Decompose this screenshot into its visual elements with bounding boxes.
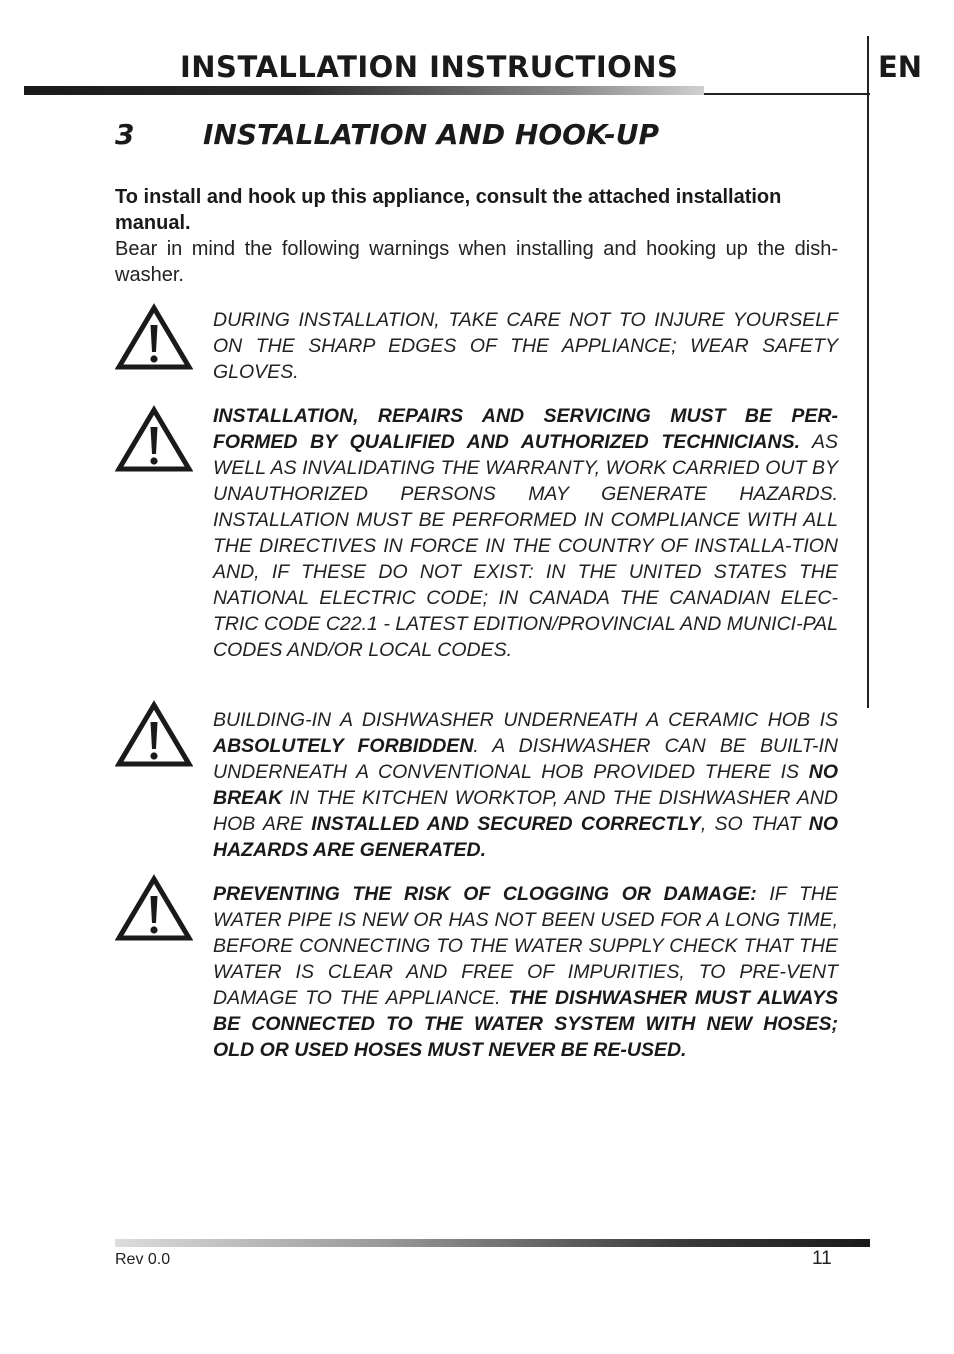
intro-text: Bear in mind the following warnings when installing and hooking up the dish-washer. (115, 238, 838, 286)
warning-segment: . A DISHWASHER CAN BE BUILT-IN UNDERNEATH A CONVENTIONAL HOB PROVIDED THERE IS (213, 735, 839, 783)
warning-text-1 (213, 307, 838, 385)
section-number: 3 (115, 118, 135, 151)
footer-revision: Rev 0.0 (115, 1251, 171, 1268)
margin-vertical-rule (867, 36, 869, 708)
warning-emphasis: INSTALLED AND SECURED CORRECTLY (311, 813, 701, 835)
warning-triangle-icon (115, 874, 193, 942)
header-divider-line (704, 93, 870, 95)
warning-emphasis: NO HAZARDS ARE GENERATED. (213, 813, 838, 861)
section-title: INSTALLATION AND HOOK-UP (203, 118, 660, 151)
warning-triangle-icon (115, 303, 193, 371)
section-heading (115, 118, 659, 151)
warning-segment: DURING INSTALLATION, TAKE CARE NOT TO INJURE YOURSELF ON THE SHARP EDGES OF THE APPLIANCE; WEAR SAFETY GLOVES. (213, 309, 838, 383)
warning-segment: IF THE WATER PIPE IS NEW OR HAS NOT BEEN USED FOR A LONG TIME, BEFORE CONNECTING TO THE WATER SUPPLY CHECK THAT THE WATER IS CLEAR AND FREE OF IMPURITIES, TO PRE-VENT DAMAGE TO THE APPLIANCE. (213, 883, 838, 1009)
warning-text-3 (213, 707, 838, 863)
page-number: 11 (812, 1248, 832, 1269)
warning-emphasis: PREVENTING THE RISK OF CLOGGING OR DAMAGE: (213, 883, 757, 905)
footer-divider-bar (115, 1239, 870, 1247)
warning-segment: IN THE KITCHEN WORKTOP, AND THE DISHWASHER AND HOB ARE (213, 787, 838, 835)
warning-segment: BUILDING-IN A DISHWASHER UNDERNEATH A CERAMIC HOB IS (213, 709, 838, 731)
warning-emphasis: ABSOLUTELY FORBIDDEN (213, 735, 474, 757)
warning-emphasis: THE DISHWASHER MUST ALWAYS BE CONNECTED TO THE WATER SYSTEM WITH NEW HOSES; OLD OR USED HOSES MUST NEVER BE RE-USED. (213, 987, 838, 1061)
warning-text-4 (213, 881, 838, 1063)
warning-segment: AS WELL AS INVALIDATING THE WARRANTY, WORK CARRIED OUT BY UNAUTHORIZED PERSONS MAY GENERATE HAZARDS. INSTALLATION MUST BE PERFORMED IN COMPLIANCE WITH ALL THE DIRECTIVES IN FORCE IN THE COUNTRY OF INSTALLA-TION AND, IF THESE DO NOT EXIST: IN THE UNITED STATES THE NATIONAL ELECTRIC CODE; IN CANADA THE CANADIAN ELEC-TRIC CODE C22.1 - LATEST EDITION/PROVINCIAL AND MUNICI-PAL CODES AND/OR LOCAL CODES. (213, 431, 838, 661)
page-header-title: INSTALLATION INSTRUCTIONS (180, 50, 679, 84)
header-divider-bar (24, 86, 704, 95)
warning-emphasis: INSTALLATION, REPAIRS AND SERVICING MUST BE PER-FORMED BY QUALIFIED AND AUTHORIZED TECHNICIANS. (213, 405, 838, 453)
language-label: EN (878, 50, 923, 84)
warning-triangle-icon (115, 405, 193, 473)
warning-emphasis: NO BREAK (213, 761, 838, 809)
warning-segment: , SO THAT (700, 813, 809, 835)
warning-text-2 (213, 403, 838, 663)
warning-triangle-icon (115, 700, 193, 768)
intro-bold-text: To install and hook up this appliance, consult the attached installation manual. (115, 186, 782, 234)
